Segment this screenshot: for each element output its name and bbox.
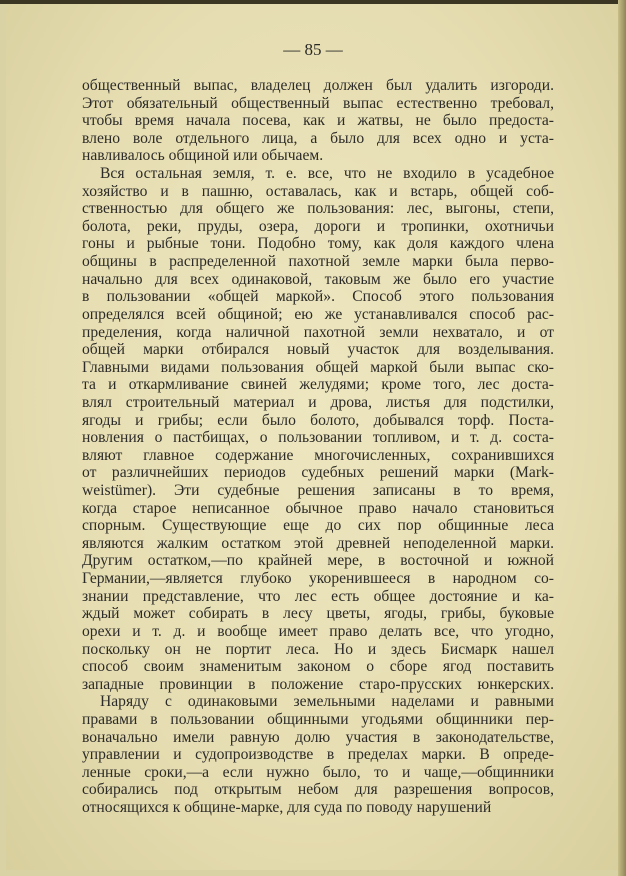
text-line: когда старое неписанное обычное право начало становиться (82, 499, 554, 517)
text-line: воначально имели равную долю участия в законодательстве, (82, 728, 554, 746)
text-line: влено воле отдельного лица, а было для всех одно и уста- (82, 129, 554, 147)
text-line: пределения, когда наличной пахотной земли нехватало, и от (82, 323, 554, 341)
text-line: общественный выпас, владелец должен был удалить изгороди. (82, 77, 554, 94)
text-line: поскольку он не портит леса. Но и здесь Бисмарк нашел (82, 640, 554, 658)
text-line: вляют главное содержание многочисленных, сохранившихся (82, 446, 554, 464)
text-line: собирались под открытым небом для разрешения вопросов, (82, 781, 554, 799)
text-line: Вся остальная земля, т. е. все, что не входило в усадебное (100, 165, 554, 183)
text-line: общей марки отбирался новый участок для возделывания. (82, 341, 554, 359)
text-line: Наряду с одинаковыми земельными наделами и равными (100, 693, 554, 711)
text-line: ственностью для общего же пользования: лес, выгоны, степи, (82, 200, 554, 218)
text-line: Главными видами пользования общей маркой были выпас ско- (82, 358, 554, 376)
text-line: болота, реки, пруды, озера, дороги и тропинки, охотничьи (82, 217, 554, 235)
text-line: общины в распределенной пахотной земле марки была перво- (82, 253, 554, 271)
text-line: хозяйство и в пашню, оставалась, как и встарь, общей соб- (82, 182, 554, 200)
text-line: орехи и т. д. и вообще имеет право делать все, что угодно, (82, 622, 554, 640)
text-line: правами в пользовании общинными угодьями общинники пер- (82, 710, 554, 728)
text-line: Этот обязательный общественный выпас естественно требовал, (82, 94, 554, 112)
text-line: ленные сроки,—а если нужно было, то и чаще,—общинники (82, 763, 554, 781)
text-line: знании представление, что лес есть общее достояние и ка- (82, 587, 554, 605)
page-number: — 85 — (283, 40, 343, 59)
text-line: чтобы время начала посева, как и жатвы, не было предоста- (82, 112, 554, 130)
text-line: способ своим знаменитым законом о сборе ягод поставить (82, 658, 554, 676)
body-text (82, 77, 554, 817)
page-right-edge (618, 0, 626, 876)
text-line: гоны и рыбные тони. Подобно тому, как доля каждого члена (82, 235, 554, 253)
text-line: относящихся к общине-марке, для суда по поводу нарушений (82, 798, 492, 816)
text-line: от различнейших периодов судебных решений марки (Mark- (82, 464, 554, 482)
text-line: спорным. Существующие еще до сих пор общинные леса (82, 517, 554, 535)
text-line: навливалось общиной или обычаем. (82, 147, 324, 165)
text-line: та и откармливание свиней желудями; кроме того, лес доста- (82, 376, 554, 394)
text-line: ждый может собирать в лесу цветы, ягоды, грибы, буковые (82, 605, 554, 623)
text-line: влял строительный материал и дрова, листья для подстилки, (82, 393, 554, 411)
text-line: западные провинции в положение старо-прусских юнкерских. (82, 675, 554, 693)
text-line: в пользовании «общей маркой». Способ этого пользования (82, 288, 554, 306)
text-line: начально для всех одинаковой, таковым же было его участие (82, 270, 554, 288)
text-line: управлении и судопроизводстве в пределах марки. В опреде- (82, 746, 554, 764)
text-line: ягоды и грибы; если было болото, добывался торф. Поста- (82, 411, 554, 429)
text-line: Германии,—является глубоко укоренившееся в народном со- (82, 570, 554, 588)
text-line: новления о пастбищах, о пользовании топливом, и т. д. соста- (82, 429, 554, 447)
text-line: являются жалким остатком этой древней неподеленной марки. (82, 534, 554, 552)
text-line: определялся всей общиной; ею же устанавливался способ рас- (82, 305, 554, 323)
text-line: Другим остатком,—по крайней мере, в восточной и южной (82, 552, 554, 570)
text-line: weistümer). Эти судебные решения записаны в то время, (82, 482, 554, 500)
